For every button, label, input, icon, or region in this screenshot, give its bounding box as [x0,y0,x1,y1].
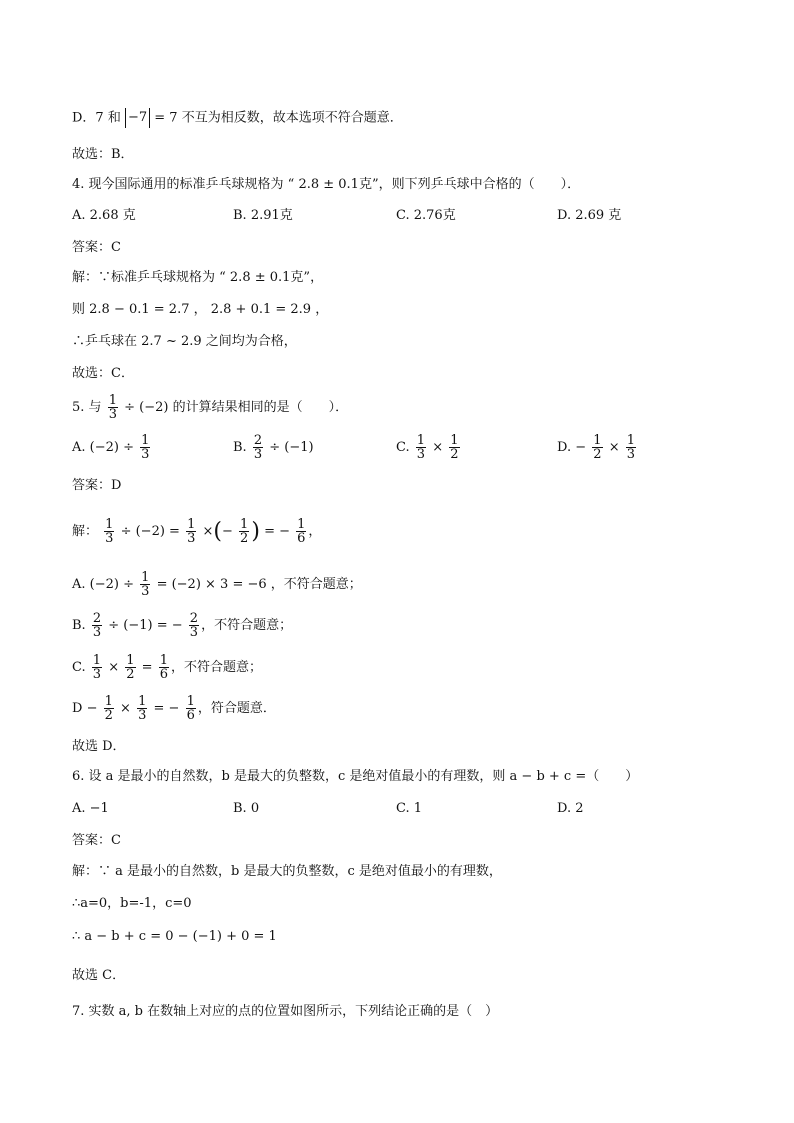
q5-divisor: ÷ (−2) [124,400,169,415]
q4-solution-2: 则 2.8 − 0.1 = 2.7 ， 2.8 + 0.1 = 2.9 ， [72,302,329,317]
question-5-stem [72,393,348,423]
question-4-stem: 4. 现今国际通用的标准乒乓球规格为 “ 2.8 ± 0.1克”，则下列乒乓球中合格的（ ）． [72,177,581,192]
q5-check-c: C. $\frac{1}{3}$ × $\frac{1}{2}$ = $\frac{1}{6}$ ，不符合题意； [72,653,262,682]
line-d-prefix: D．7 和 [72,110,121,126]
q6-solution-3: ∴ a − b + c = 0 − (−1) + 0 = 1 [72,929,277,944]
q5-option-c: C. $\frac{1}{3}$ × $\frac{1}{2}$ [396,433,459,462]
q6-option-d: D. 2 [557,801,584,816]
q4-option-c: C. 2.76克 [396,208,456,223]
q5-option-a: A. (−2) ÷ $\frac{1}{3}$ [72,433,150,462]
q5-option-d: D. − $\frac{1}{2}$ × $\frac{1}{3}$ [557,433,636,462]
q5-check-d: D − $\frac{1}{2}$ × $\frac{1}{3}$ = − $\frac{1}{6}$ ，符合题意． [72,694,276,723]
q5-check-b: B. $\frac{2}{3}$ ÷ (−1) = − $\frac{2}{3}$ ，不符合题意； [72,611,293,640]
q4-option-d: D. 2.69 克 [557,208,622,223]
q5-stem-prefix: 5. 与 [72,400,102,415]
question-6-stem: 6. 设 a 是最小的自然数，b 是最大的负整数，c 是绝对值最小的有理数，则 a − b + c =（ ） [72,769,639,784]
selection-b: 故选：B． [72,147,134,162]
option-d-explanation [72,108,403,129]
q6-selection: 故选 C． [72,968,126,983]
q5-selection: 故选 D． [72,739,126,754]
absolute-value: −7 [125,108,150,128]
fraction-one-third: $\frac{1}{3}$ [108,393,117,422]
q4-selection: 故选：C． [72,366,134,381]
line-d-suffix: = 7 不互为相反数，故本选项不符合题意． [154,110,403,126]
q6-option-c: C. 1 [396,801,423,816]
q4-option-b: B. 2.91克 [233,208,293,223]
q4-answer: 答案：C [72,240,121,255]
q4-option-a: A. 2.68 克 [72,208,136,223]
q6-option-a: A. −1 [72,801,109,816]
q6-answer: 答案：C [72,833,121,848]
q5-option-b: B. $\frac{2}{3}$ ÷ (−1) [233,433,314,462]
q6-option-b: B. 0 [233,801,260,816]
q5-stem-suffix: 的计算结果相同的是（ ）． [172,400,349,415]
question-7-stem: 7. 实数 a, b 在数轴上对应的点的位置如图所示，下列结论正确的是（ ） [72,1004,499,1019]
q5-solution: 解： $\frac{1}{3}$ ÷ (−2) = $\frac{1}{3}$ ×(− $\frac{1}{2}$ ) = − $\frac{1}{6}$ ， [72,517,322,546]
q4-solution-3: ∴乒乓球在 2.7 ~ 2.9 之间均为合格， [72,334,297,349]
q6-solution-1: 解：∵ a 是最小的自然数，b 是最大的负整数，c 是绝对值最小的有理数， [72,864,502,879]
q4-solution-1: 解：∵标准乒乓球规格为 “ 2.8 ± 0.1克”， [72,270,324,285]
q6-solution-2: ∴a=0，b=-1，c=0 [72,896,192,911]
q5-answer: 答案：D [72,478,122,493]
q5-check-a: A. (−2) ÷ $\frac{1}{3}$ = (−2) × 3 = −6 ，不符合题意； [72,570,362,599]
